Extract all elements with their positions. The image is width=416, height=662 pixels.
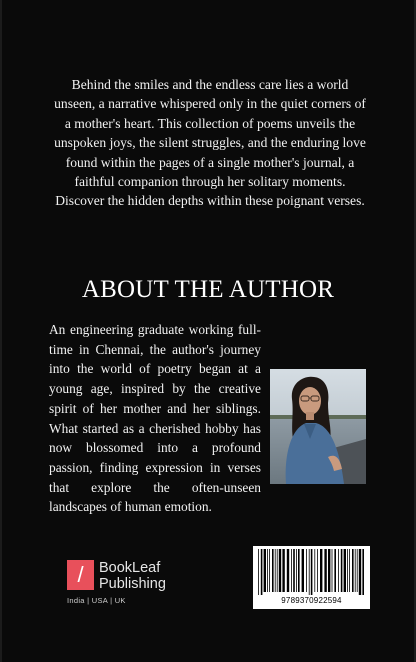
barcode-bar (287, 549, 289, 592)
barcode-bar (296, 549, 297, 592)
barcode-bar (275, 549, 276, 592)
publisher-name-line1: BookLeaf (99, 560, 161, 576)
isbn-barcode (253, 546, 370, 609)
barcode-bar (272, 549, 274, 592)
barcode-bar (302, 549, 304, 592)
publisher-regions: India | USA | UK (67, 596, 126, 605)
barcode-bar (311, 549, 313, 595)
barcode-bar (291, 549, 292, 592)
barcode-bar (332, 549, 333, 592)
author-photo (270, 369, 366, 484)
barcode-bar (277, 549, 278, 592)
barcode-bar (324, 549, 326, 592)
barcode-bar (306, 549, 307, 592)
barcode-bar (362, 549, 364, 595)
publisher-logo (67, 560, 177, 610)
barcode-bar (357, 549, 358, 592)
isbn-number: 9789370922594 (281, 596, 342, 605)
barcode-bar (261, 549, 263, 595)
slash-icon: / (77, 562, 84, 587)
barcode-bar (355, 549, 356, 592)
barcode-bar (298, 549, 300, 592)
about-author-heading: ABOUT THE AUTHOR (81, 276, 335, 303)
barcode-bar (269, 549, 270, 592)
publisher-name-line2: Publishing (99, 576, 166, 592)
barcode-bar (267, 549, 268, 592)
barcode-bar (279, 549, 281, 592)
barcode-bar (320, 549, 322, 592)
barcode-bar (359, 549, 361, 595)
author-bio: An engineering graduate working full-time in Chennai, the author's journey into the world of poetry began at a young age, inspired by the creative spirit of her mother and her siblings. What started as a cherished hobby has now blossomed into a profound passion, finding expression in verses that explore the often-unseen landscapes of human emotion. (49, 322, 261, 515)
barcode-bar (347, 549, 348, 592)
barcode-bar (349, 549, 350, 592)
barcode-bar (338, 549, 339, 592)
barcode-bar (264, 549, 266, 592)
barcode-bar (328, 549, 330, 592)
barcode-bar (282, 549, 284, 592)
barcode-bar (258, 549, 259, 595)
barcode-bar (352, 549, 354, 592)
barcode-bar (341, 549, 343, 592)
barcode-bar (344, 549, 346, 592)
barcode-bars (257, 549, 366, 595)
book-blurb: Behind the smiles and the endless care lies a world unseen, a narrative whispered only in the quiet corners of a mother's heart. This collection of poems unveils the unspoken joys, the silent struggles, and the enduring love found within the pages of a single mother's journal, a faithful companion through her solitary moments. Discover the hidden depths within these poignant verses. (54, 77, 366, 209)
barcode-bar (334, 549, 336, 592)
barcode-bar (314, 549, 315, 592)
author-portrait-image (270, 369, 366, 484)
barcode-bar (293, 549, 295, 592)
barcode-bar (309, 549, 310, 595)
barcode-bar (317, 549, 318, 592)
